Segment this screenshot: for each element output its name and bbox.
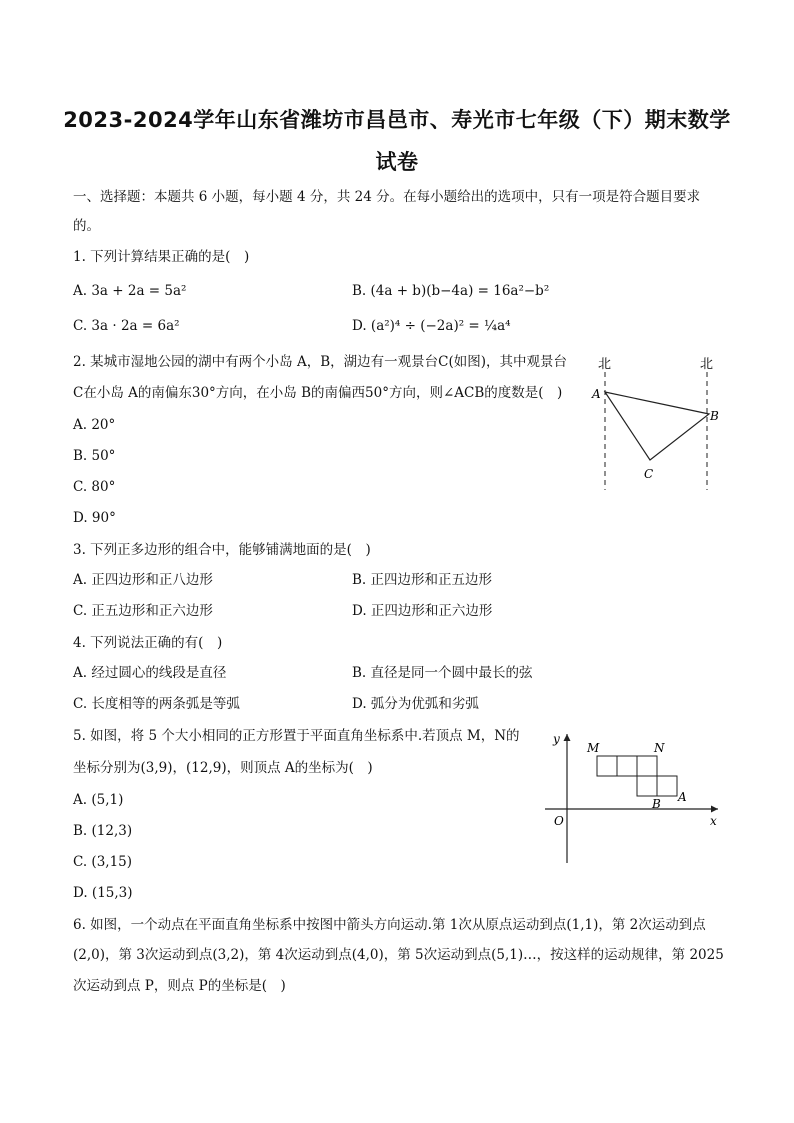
q4-option-d: D. 弧分为优弧和劣弧 xyxy=(352,696,479,712)
q6-stem-line2: (2,0)，第 3次运动到点(3,2)，第 4次运动到点(4,0)，第 5次运动到点(5,1)…，按这样的运动规律，第 2025 xyxy=(73,947,724,963)
square-2 xyxy=(617,756,637,776)
q3-option-a: A. 正四边形和正八边形 xyxy=(73,572,213,588)
q3-stem: 3. 下列正多边形的组合中，能够铺满地面的是( ) xyxy=(73,542,371,558)
section-heading xyxy=(73,188,700,206)
q6-stem-line3: 次运动到点 P，则点 P的坐标是( ) xyxy=(73,978,286,994)
q1-option-b: B. (4a + b)(b−4a) = 16a²−b² xyxy=(352,283,550,299)
label-b: B xyxy=(652,797,661,811)
label-n: N xyxy=(654,741,665,755)
q3-option-b: B. 正四边形和正五边形 xyxy=(352,572,493,588)
label-c: C xyxy=(644,467,654,481)
q1-stem: 1. 下列计算结果正确的是( ) xyxy=(73,249,250,265)
q4-stem: 4. 下列说法正确的有( ) xyxy=(73,635,223,651)
square-5 xyxy=(657,776,677,796)
q5-stem-line1: 5. 如图，将 5 个大小相同的正方形置于平面直角坐标系中.若顶点 M，N的 xyxy=(73,728,520,744)
q1-option-d: D. (a²)⁴ ÷ (−2a)² = ¼a⁴ xyxy=(352,318,511,334)
q4-option-b: B. 直径是同一个圆中最长的弦 xyxy=(352,665,533,681)
square-3 xyxy=(637,756,657,776)
label-x: x xyxy=(710,814,717,828)
label-m: M xyxy=(587,741,600,755)
section-heading-line2: 的。 xyxy=(73,218,100,234)
label-origin: O xyxy=(554,814,564,828)
label-a: A xyxy=(592,387,601,401)
q2-option-b: B. 50° xyxy=(73,448,116,464)
label-a: A xyxy=(678,790,687,804)
q5-figure xyxy=(540,728,730,868)
square-1 xyxy=(597,756,617,776)
square-4 xyxy=(637,776,657,796)
q1-option-c: C. 3a · 2a = 6a² xyxy=(73,318,180,334)
north-label-b: 北 xyxy=(700,357,714,372)
q5-option-c: C. (3,15) xyxy=(73,854,133,870)
q4-option-a: A. 经过圆心的线段是直径 xyxy=(73,665,227,681)
north-label-a: 北 xyxy=(598,357,612,372)
q5-option-b: B. (12,3) xyxy=(73,823,133,839)
q5-option-d: D. (15,3) xyxy=(73,885,133,901)
q2-stem-line1: 2. 某城市湿地公园的湖中有两个小岛 A，B，湖边有一观景台C(如图)，其中观景台 xyxy=(73,354,567,370)
label-b: B xyxy=(710,409,719,423)
exam-title-line2: 试卷 xyxy=(375,150,419,174)
q2-option-a: A. 20° xyxy=(73,417,116,433)
q2-figure xyxy=(588,350,728,495)
q2-option-c: C. 80° xyxy=(73,479,116,495)
q3-option-c: C. 正五边形和正六边形 xyxy=(73,603,213,619)
triangle-abc xyxy=(605,392,709,460)
exam-title-line1: 2023-2024学年山东省潍坊市昌邑市、寿光市七年级（下）期末数学 xyxy=(63,108,731,132)
q5-option-a: A. (5,1) xyxy=(73,792,124,808)
q2-stem-line2: C在小岛 A的南偏东30°方向，在小岛 B的南偏西50°方向，则∠ACB的度数是( ) xyxy=(73,385,563,401)
q6-stem-line1: 6. 如图，一个动点在平面直角坐标系中按图中箭头方向运动.第 1次从原点运动到点(1,1)，第 2次运动到点 xyxy=(73,917,706,933)
q2-option-d: D. 90° xyxy=(73,510,116,526)
label-y: y xyxy=(553,732,560,746)
q3-option-d: D. 正四边形和正六边形 xyxy=(352,603,493,619)
section-heading-line1: 一、选择题：本题共 6 小题，每小题 4 分，共 24 分。在每小题给出的选项中，只有一项是符合题目要求 xyxy=(73,189,701,205)
q1-option-a: A. 3a + 2a = 5a² xyxy=(73,283,187,299)
q4-option-c: C. 长度相等的两条弧是等弧 xyxy=(73,696,240,712)
q5-stem-line2: 坐标分别为(3,9)，(12,9)，则顶点 A的坐标为( ) xyxy=(73,760,373,776)
